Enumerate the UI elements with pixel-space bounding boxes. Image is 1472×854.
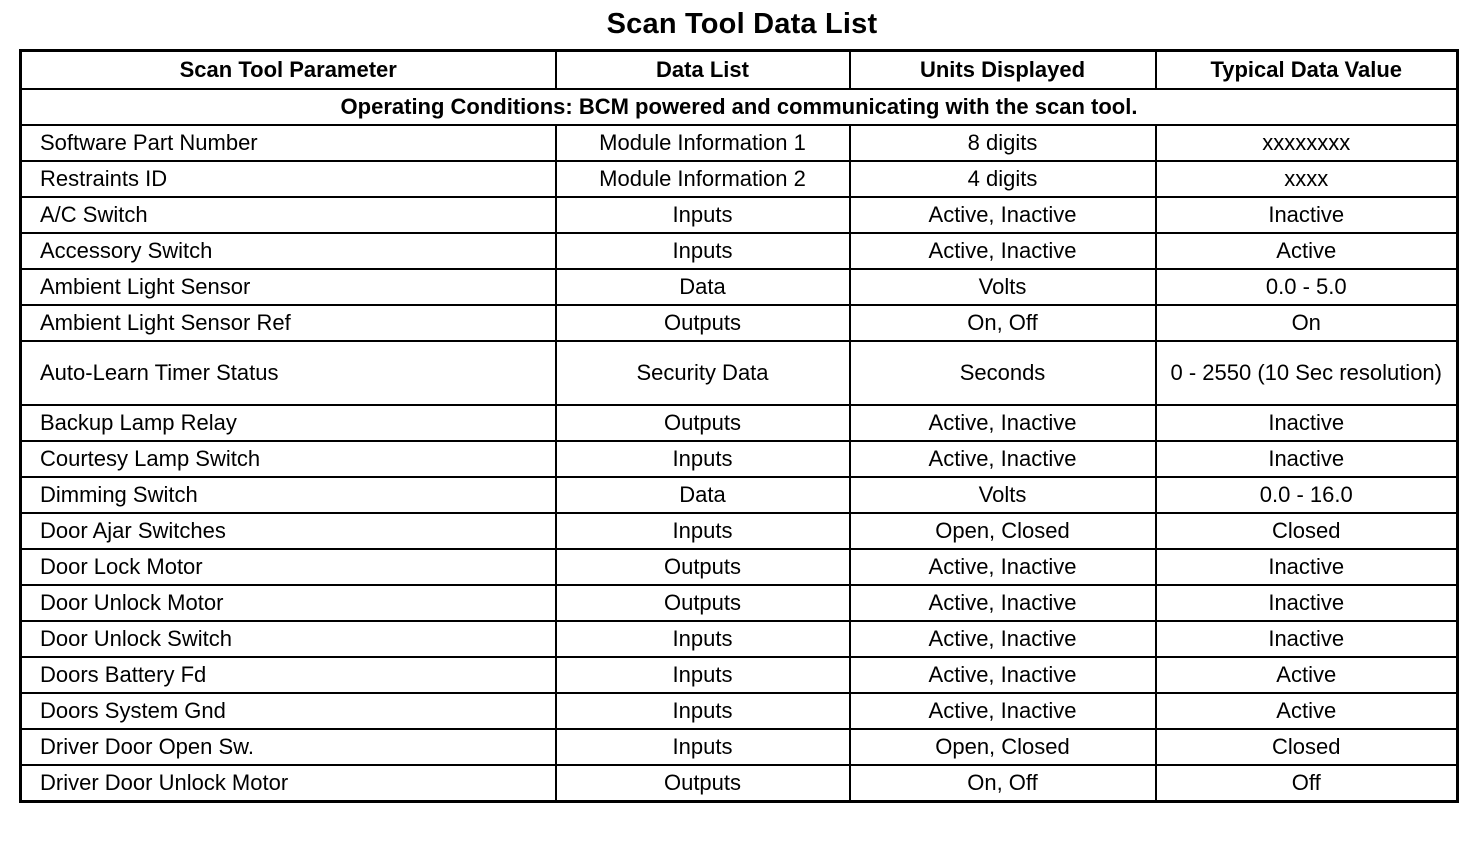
cell-parameter: Backup Lamp Relay — [21, 405, 556, 441]
cell-units: 8 digits — [850, 125, 1156, 161]
cell-units: On, Off — [850, 305, 1156, 341]
cell-data-list: Inputs — [556, 621, 850, 657]
cell-data-list: Data — [556, 477, 850, 513]
table-row — [21, 125, 1458, 161]
table-row — [21, 513, 1458, 549]
cell-typical: Inactive — [1156, 441, 1458, 477]
cell-typical: Inactive — [1156, 197, 1458, 233]
cell-data-list: Outputs — [556, 585, 850, 621]
cell-units: Active, Inactive — [850, 197, 1156, 233]
cell-typical: Active — [1156, 657, 1458, 693]
cell-typical: Inactive — [1156, 405, 1458, 441]
cell-parameter: Door Unlock Switch — [21, 621, 556, 657]
cell-units: Active, Inactive — [850, 585, 1156, 621]
cell-data-list: Outputs — [556, 305, 850, 341]
cell-parameter: Courtesy Lamp Switch — [21, 441, 556, 477]
cell-parameter: Restraints ID — [21, 161, 556, 197]
cell-typical: Off — [1156, 765, 1458, 802]
cell-data-list: Inputs — [556, 441, 850, 477]
operating-conditions-row — [21, 89, 1458, 125]
cell-typical: 0 - 2550 (10 Sec resolution) — [1156, 341, 1458, 405]
cell-data-list: Inputs — [556, 513, 850, 549]
cell-parameter: Doors Battery Fd — [21, 657, 556, 693]
cell-parameter: A/C Switch — [21, 197, 556, 233]
table-row — [21, 341, 1458, 405]
cell-parameter: Ambient Light Sensor Ref — [21, 305, 556, 341]
cell-data-list: Module Information 1 — [556, 125, 850, 161]
cell-units: Open, Closed — [850, 513, 1156, 549]
table-row — [21, 729, 1458, 765]
cell-data-list: Outputs — [556, 765, 850, 802]
cell-data-list: Outputs — [556, 549, 850, 585]
table-row — [21, 441, 1458, 477]
table-row — [21, 765, 1458, 802]
cell-data-list: Inputs — [556, 233, 850, 269]
cell-units: 4 digits — [850, 161, 1156, 197]
cell-units: Active, Inactive — [850, 441, 1156, 477]
table-row — [21, 657, 1458, 693]
cell-parameter: Door Unlock Motor — [21, 585, 556, 621]
cell-units: Active, Inactive — [850, 405, 1156, 441]
cell-units: On, Off — [850, 765, 1156, 802]
cell-typical: xxxxxxxx — [1156, 125, 1458, 161]
cell-data-list: Security Data — [556, 341, 850, 405]
table-row — [21, 405, 1458, 441]
cell-typical: Active — [1156, 233, 1458, 269]
cell-typical: Closed — [1156, 729, 1458, 765]
cell-data-list: Inputs — [556, 729, 850, 765]
cell-typical: Inactive — [1156, 549, 1458, 585]
cell-typical: Inactive — [1156, 585, 1458, 621]
cell-parameter: Driver Door Unlock Motor — [21, 765, 556, 802]
cell-typical: xxxx — [1156, 161, 1458, 197]
table-row — [21, 197, 1458, 233]
cell-data-list: Module Information 2 — [556, 161, 850, 197]
cell-units: Active, Inactive — [850, 233, 1156, 269]
cell-units: Volts — [850, 477, 1156, 513]
cell-data-list: Inputs — [556, 197, 850, 233]
header-data-list: Data List — [556, 51, 850, 90]
cell-parameter: Door Ajar Switches — [21, 513, 556, 549]
cell-data-list: Data — [556, 269, 850, 305]
cell-typical: 0.0 - 16.0 — [1156, 477, 1458, 513]
cell-units: Seconds — [850, 341, 1156, 405]
operating-conditions: Operating Conditions: BCM powered and communicating with the scan tool. — [21, 89, 1458, 125]
cell-typical: On — [1156, 305, 1458, 341]
cell-parameter: Door Lock Motor — [21, 549, 556, 585]
cell-typical: Active — [1156, 693, 1458, 729]
cell-units: Active, Inactive — [850, 657, 1156, 693]
cell-parameter: Doors System Gnd — [21, 693, 556, 729]
table-row — [21, 477, 1458, 513]
table-row — [21, 585, 1458, 621]
table-header-row — [21, 51, 1458, 90]
cell-units: Active, Inactive — [850, 549, 1156, 585]
cell-parameter: Ambient Light Sensor — [21, 269, 556, 305]
header-parameter: Scan Tool Parameter — [21, 51, 556, 90]
page-title: Scan Tool Data List — [606, 8, 878, 40]
table-row — [21, 269, 1458, 305]
cell-parameter: Auto-Learn Timer Status — [21, 341, 556, 405]
table-row — [21, 693, 1458, 729]
cell-data-list: Outputs — [556, 405, 850, 441]
cell-parameter: Accessory Switch — [21, 233, 556, 269]
scan-tool-data-table — [19, 49, 1459, 803]
cell-units: Active, Inactive — [850, 621, 1156, 657]
cell-data-list: Inputs — [556, 693, 850, 729]
table-row — [21, 549, 1458, 585]
cell-units: Volts — [850, 269, 1156, 305]
cell-data-list: Inputs — [556, 657, 850, 693]
header-typical: Typical Data Value — [1156, 51, 1458, 90]
cell-parameter: Driver Door Open Sw. — [21, 729, 556, 765]
header-units: Units Displayed — [850, 51, 1156, 90]
table-row — [21, 161, 1458, 197]
cell-typical: Inactive — [1156, 621, 1458, 657]
table-row — [21, 233, 1458, 269]
cell-units: Open, Closed — [850, 729, 1156, 765]
cell-parameter: Dimming Switch — [21, 477, 556, 513]
cell-units: Active, Inactive — [850, 693, 1156, 729]
table-row — [21, 621, 1458, 657]
cell-typical: 0.0 - 5.0 — [1156, 269, 1458, 305]
table-row — [21, 305, 1458, 341]
cell-typical: Closed — [1156, 513, 1458, 549]
cell-parameter: Software Part Number — [21, 125, 556, 161]
